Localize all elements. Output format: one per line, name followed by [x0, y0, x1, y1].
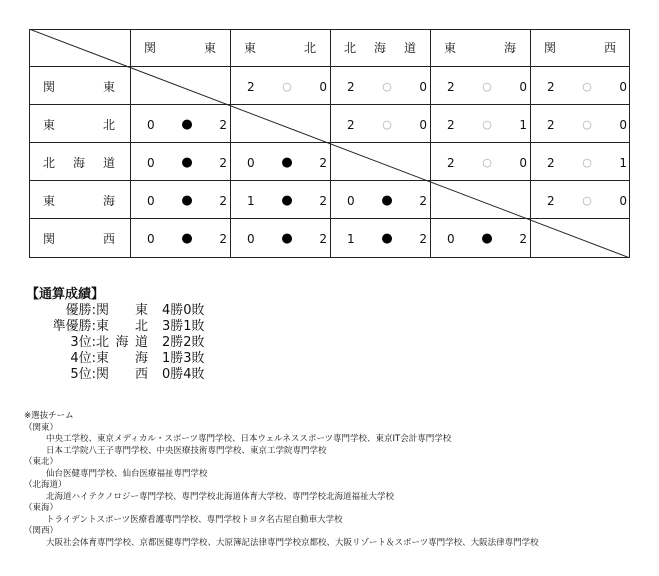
notes-school-line: 中央工学校、東京メディカル・スポーツ専門学校、日本ウェルネススポーツ専門学校、東京IT会計専門学校 [46, 434, 452, 444]
name-char: 北 [344, 41, 357, 55]
score-right: 0 [619, 80, 627, 94]
notes-region: （東北） [24, 457, 59, 467]
score-left: 2 [347, 80, 355, 94]
standings-record: 1勝3敗 [162, 351, 205, 366]
score-right: 2 [219, 194, 227, 208]
score-cell [447, 156, 527, 170]
loss-mark: ● [281, 231, 293, 246]
name-char: 東 [43, 118, 56, 132]
name-char: 東 [244, 41, 257, 55]
score-left: 1 [247, 194, 255, 208]
results-table [29, 29, 630, 258]
col-header [344, 41, 416, 55]
win-mark: ○ [482, 80, 492, 93]
col-header [544, 41, 616, 55]
score-right: 2 [319, 232, 327, 246]
standings-team: 東 海 [96, 351, 148, 366]
score-left: 0 [247, 156, 255, 170]
name-char: 海 [373, 41, 386, 55]
loss-mark: ● [181, 231, 193, 246]
name-char: 海 [503, 41, 516, 55]
score-cell [347, 194, 427, 208]
score-cell [247, 194, 327, 208]
name-char: 東 [203, 41, 216, 55]
notes-region: （北海道） [24, 480, 67, 490]
score-cell [447, 118, 527, 132]
standings-title: 【通算成績】 [26, 287, 105, 302]
win-mark: ○ [582, 118, 592, 131]
score-cell [147, 232, 227, 246]
name-char: 東 [43, 194, 56, 208]
name-char: 西 [603, 41, 616, 55]
score-cell [447, 232, 527, 246]
score-cell [147, 118, 227, 132]
standings-rank: 5位: [70, 367, 96, 382]
row-header [43, 80, 115, 94]
score-left: 2 [547, 156, 555, 170]
name-char: 東 [102, 80, 115, 94]
notes-region: （東海） [24, 503, 59, 513]
score-cell [247, 232, 327, 246]
selection-team-notes [24, 411, 539, 549]
score-left: 2 [547, 194, 555, 208]
standings-team: 関 東 [96, 303, 148, 318]
win-mark: ○ [582, 80, 592, 93]
score-left: 1 [347, 232, 355, 246]
notes-title: ※選抜チーム [24, 411, 74, 421]
notes-school-line: 仙台医健専門学校、仙台医療福祉専門学校 [46, 468, 208, 479]
standings-team: 東 北 [96, 319, 148, 334]
loss-mark: ● [381, 231, 393, 246]
score-cell [147, 156, 227, 170]
score-left: 2 [447, 118, 455, 132]
score-left: 0 [347, 194, 355, 208]
standings-row [26, 303, 205, 319]
table-grid [29, 29, 630, 258]
notes-region: （関東） [24, 422, 59, 433]
score-right: 0 [419, 118, 427, 132]
score-left: 0 [147, 118, 155, 132]
row-header [43, 156, 115, 170]
score-right: 2 [419, 232, 427, 246]
notes-groups [24, 423, 539, 550]
score-right: 2 [319, 156, 327, 170]
score-right: 0 [519, 80, 527, 94]
name-char: 海 [72, 156, 85, 170]
row-header [43, 194, 115, 208]
score-left: 0 [147, 232, 155, 246]
notes-school-line: 大阪社会体育専門学校、京都医健専門学校、大原簿記法律専門学校京都校、大阪リゾート＆スポーツ専門学校、大阪法律専門学校 [46, 537, 539, 548]
standings-rank: 優勝: [65, 303, 96, 318]
win-mark: ○ [482, 156, 492, 169]
name-char: 北 [102, 118, 115, 132]
score-right: 0 [519, 156, 527, 170]
name-char: 道 [403, 41, 416, 55]
standings-rank: 3位: [70, 335, 96, 350]
loss-mark: ● [481, 231, 493, 246]
score-right: 0 [419, 80, 427, 94]
win-mark: ○ [482, 118, 492, 131]
win-mark: ○ [582, 194, 592, 207]
standings-row [26, 367, 205, 383]
name-char: 道 [102, 156, 115, 170]
name-char: 関 [43, 80, 56, 94]
score-cell [547, 194, 627, 208]
score-left: 0 [447, 232, 455, 246]
win-mark: ○ [582, 156, 592, 169]
score-cell [547, 156, 627, 170]
loss-mark: ● [281, 193, 293, 208]
col-header [144, 41, 216, 55]
loss-mark: ● [281, 155, 293, 170]
standings-row [26, 335, 205, 351]
standings-rank: 4位: [70, 351, 96, 366]
score-left: 2 [447, 156, 455, 170]
loss-mark: ● [181, 155, 193, 170]
score-cell [147, 194, 227, 208]
score-left: 2 [547, 118, 555, 132]
name-char: 海 [102, 194, 115, 208]
score-right: 2 [419, 194, 427, 208]
standings-record: 0勝4敗 [162, 367, 205, 382]
score-left: 2 [547, 80, 555, 94]
name-char: 関 [544, 41, 557, 55]
loss-mark: ● [181, 117, 193, 132]
standings-record: 4勝0敗 [162, 303, 205, 318]
standings-row [26, 319, 205, 335]
row-header [43, 118, 115, 132]
standings-team: 関 西 [96, 367, 148, 382]
score-right: 0 [619, 118, 627, 132]
col-header [444, 41, 516, 55]
win-mark: ○ [282, 80, 292, 93]
score-cell [447, 80, 527, 94]
standings-record: 3勝1敗 [162, 319, 205, 334]
score-right: 2 [519, 232, 527, 246]
score-cell [547, 118, 627, 132]
name-char: 北 [43, 156, 56, 170]
score-left: 2 [347, 118, 355, 132]
loss-mark: ● [381, 193, 393, 208]
notes-school-line: トライデントスポーツ医療看護専門学校、専門学校トヨタ名古屋自動車大学校 [46, 514, 343, 525]
score-cell [247, 80, 327, 94]
score-cell [547, 80, 627, 94]
score-cell [347, 80, 427, 94]
col-header [244, 41, 316, 55]
standings-team: 北 海 道 [96, 335, 148, 350]
diagonal-line [29, 29, 630, 258]
standings-rank: 準優勝: [52, 319, 96, 334]
score-right: 0 [619, 194, 627, 208]
notes-region: （関西） [24, 526, 59, 536]
score-right: 1 [619, 156, 627, 170]
score-left: 2 [447, 80, 455, 94]
loss-mark: ● [181, 193, 193, 208]
row-header [43, 232, 115, 246]
score-cell [247, 156, 327, 170]
name-char: 北 [303, 41, 316, 55]
win-mark: ○ [382, 118, 392, 131]
score-right: 0 [319, 80, 327, 94]
score-right: 1 [519, 118, 527, 132]
overall-standings [26, 287, 205, 383]
win-mark: ○ [382, 80, 392, 93]
notes-school-line: 日本工学院八王子専門学校、中央医療技術専門学校、東京工学院専門学校 [46, 445, 327, 456]
notes-school-line: 北海道ハイテクノロジー専門学校、専門学校北海道体育大学校、専門学校北海道福祉大学校 [46, 491, 394, 502]
score-cell [347, 118, 427, 132]
score-left: 2 [247, 80, 255, 94]
score-right: 2 [219, 232, 227, 246]
standings-list [26, 303, 205, 383]
score-right: 2 [219, 118, 227, 132]
name-char: 西 [102, 232, 115, 246]
score-cell [347, 232, 427, 246]
name-char: 関 [144, 41, 157, 55]
standings-row [26, 351, 205, 367]
score-right: 2 [219, 156, 227, 170]
score-left: 0 [247, 232, 255, 246]
standings-record: 2勝2敗 [162, 335, 205, 350]
name-char: 東 [444, 41, 457, 55]
score-right: 2 [319, 194, 327, 208]
name-char: 関 [43, 232, 56, 246]
score-left: 0 [147, 156, 155, 170]
score-left: 0 [147, 194, 155, 208]
